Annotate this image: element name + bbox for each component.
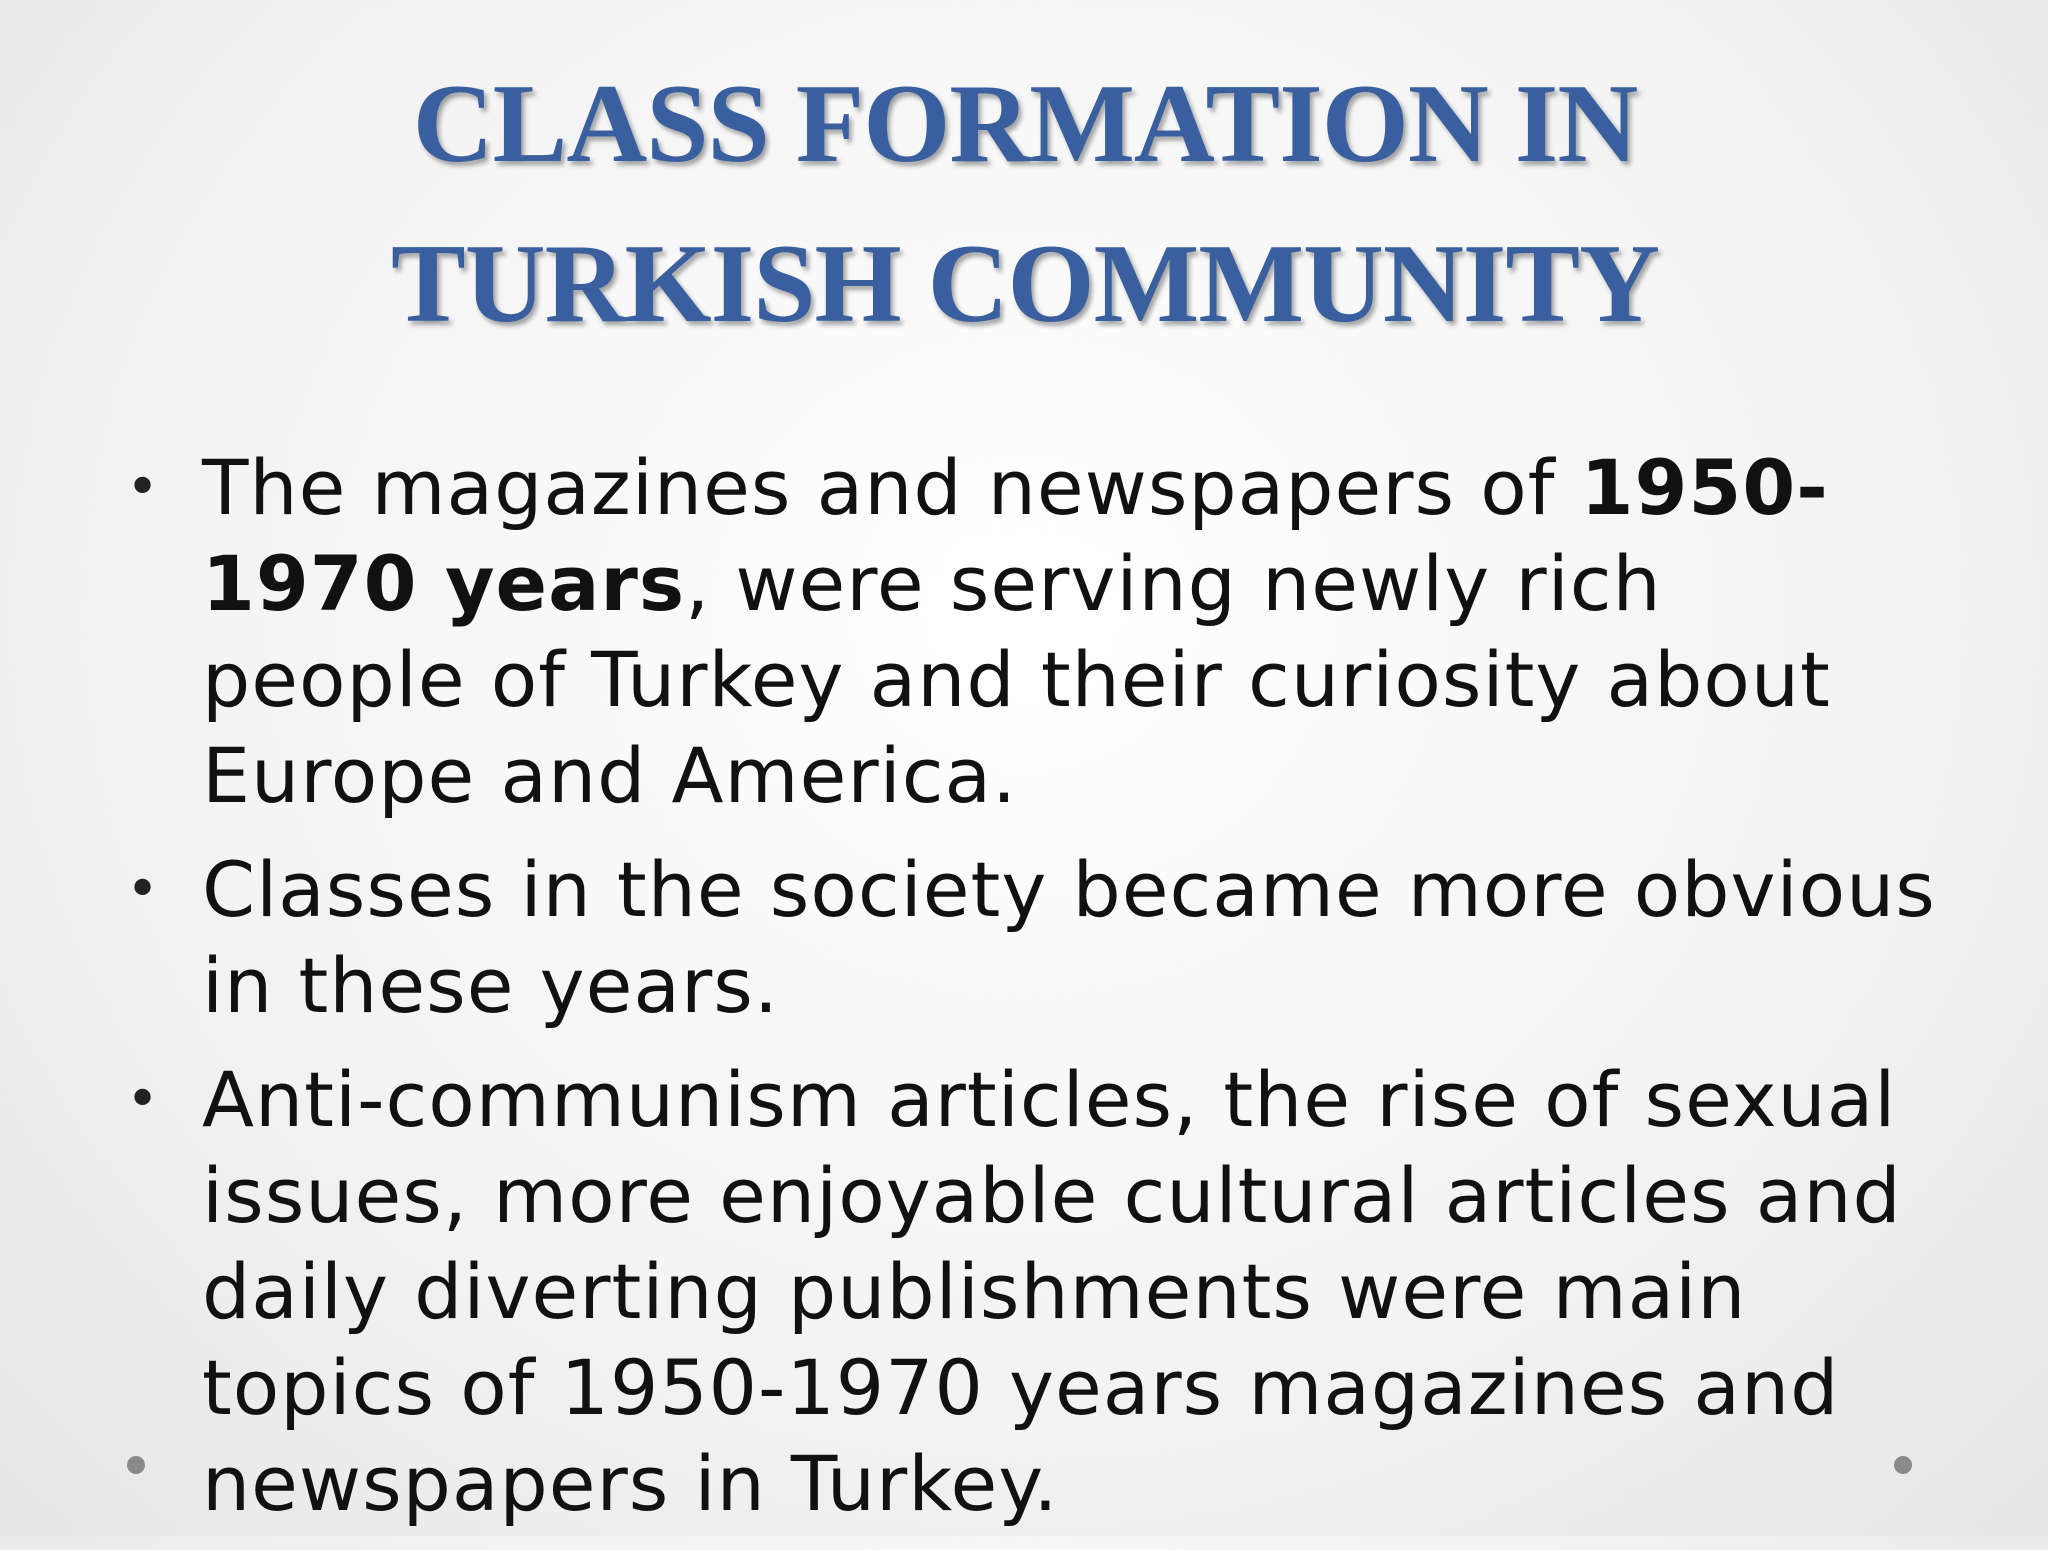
decorative-dot-icon	[1894, 1456, 1912, 1474]
bullet-text-pre: The magazines and newspapers of	[202, 443, 1581, 532]
bullet-item	[120, 1052, 1950, 1532]
title-line-2: TURKISH COMMUNITY	[391, 222, 1659, 346]
bullet-text-bold: 1950-1970 years	[202, 443, 1829, 628]
bullet-text: Anti-communism articles, the rise of sexual issues, more enjoyable cultural articles and daily diverting publishments were main topics of 1950-1970 years magazines and newspapers in Turkey.	[202, 1055, 1902, 1528]
bullet-dot-icon: •	[126, 455, 161, 520]
bullet-text-post: , were serving newly rich people of Turkey and their curiosity about Europe and America.	[202, 539, 1831, 820]
title-line-1: CLASS FORMATION IN	[412, 62, 1638, 186]
bullet-item	[120, 842, 1950, 1034]
bullet-text: Classes in the society became more obvious in these years.	[202, 845, 1936, 1030]
slide-title	[200, 44, 1850, 364]
bullet-dot-icon: •	[126, 1067, 161, 1132]
bullet-item	[120, 440, 1950, 824]
bullet-list	[120, 440, 1950, 1550]
decorative-dot-icon	[127, 1456, 145, 1474]
bullet-dot-icon: •	[126, 857, 161, 922]
